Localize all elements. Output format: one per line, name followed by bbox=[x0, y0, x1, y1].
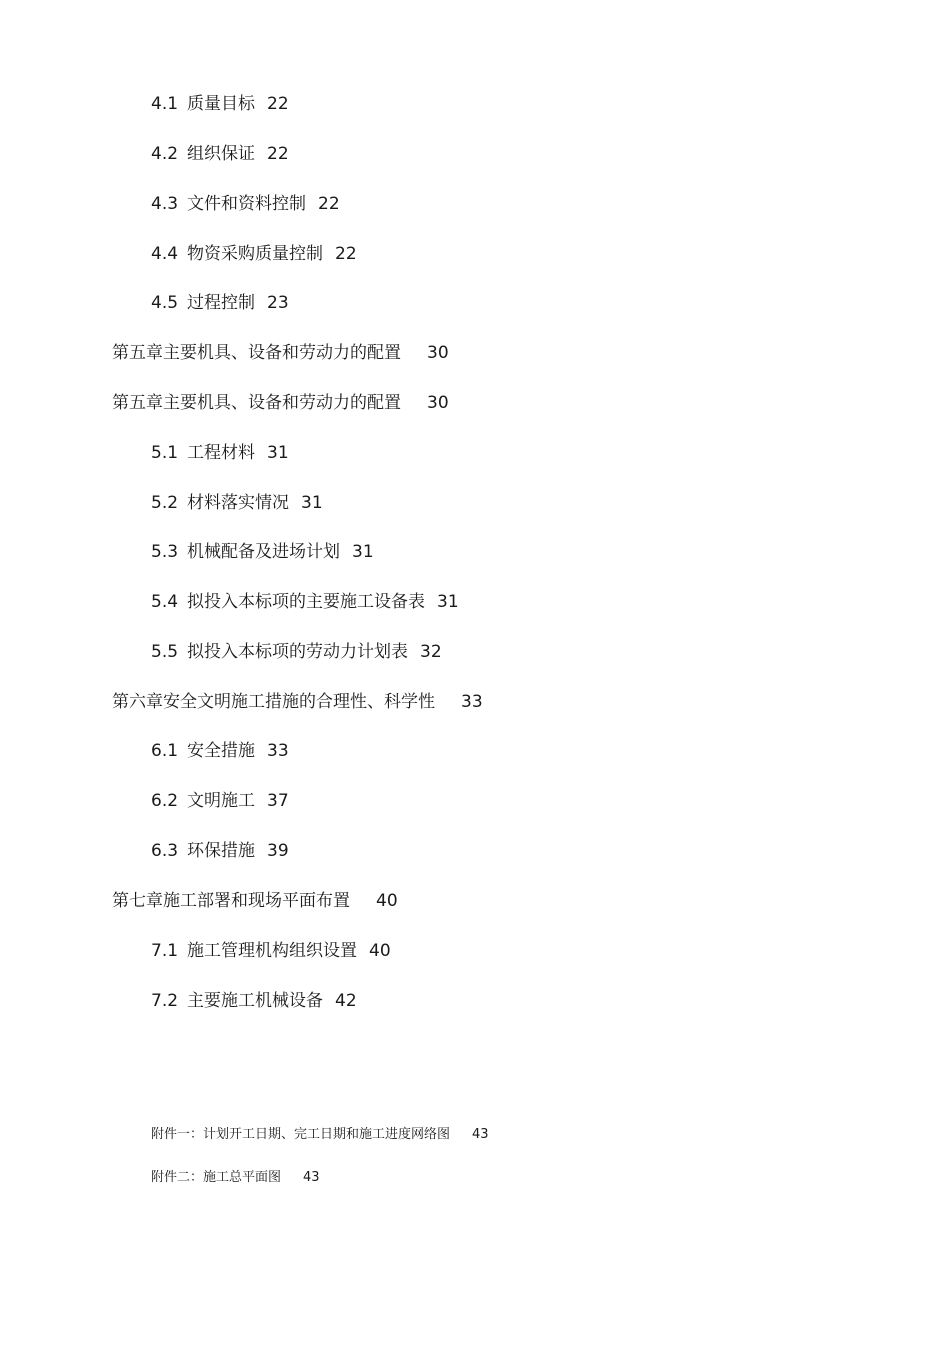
toc-entry-4-2[interactable] bbox=[151, 144, 289, 164]
toc-chapter-title: 第五章主要机具、设备和劳动力的配置 bbox=[112, 393, 401, 413]
toc-entry-title: 材料落实情况 bbox=[187, 493, 290, 513]
toc-entry-number: 7.2 bbox=[151, 991, 179, 1011]
toc-entry-page: 40 bbox=[369, 941, 391, 961]
toc-entry-page: 31 bbox=[301, 493, 323, 513]
toc-chapter-5-duplicate[interactable] bbox=[112, 393, 449, 413]
toc-entry-title: 拟投入本标项的劳动力计划表 bbox=[187, 642, 409, 662]
toc-entry-page: 22 bbox=[267, 144, 289, 164]
toc-entry-page: 30 bbox=[427, 343, 449, 363]
toc-entry-7-1[interactable] bbox=[151, 941, 391, 961]
toc-entry-title: 文明施工 bbox=[187, 791, 256, 811]
attachment-1[interactable] bbox=[151, 1127, 489, 1143]
toc-entry-6-1[interactable] bbox=[151, 741, 289, 761]
toc-entry-page: 31 bbox=[267, 443, 289, 463]
toc-entry-5-5[interactable] bbox=[151, 642, 442, 662]
toc-entry-page: 31 bbox=[352, 542, 374, 562]
toc-entry-title: 质量目标 bbox=[187, 94, 256, 114]
toc-entry-page: 31 bbox=[437, 592, 459, 612]
toc-entry-page: 42 bbox=[335, 991, 357, 1011]
toc-entry-number: 4.3 bbox=[151, 194, 179, 214]
toc-entry-page: 22 bbox=[335, 244, 357, 264]
toc-entry-title: 工程材料 bbox=[187, 443, 256, 463]
toc-entry-4-5[interactable] bbox=[151, 293, 289, 313]
toc-entry-page: 37 bbox=[267, 791, 289, 811]
toc-entry-number: 6.3 bbox=[151, 841, 179, 861]
toc-entry-4-1[interactable] bbox=[151, 94, 289, 114]
toc-entry-number: 4.4 bbox=[151, 244, 179, 264]
toc-entry-6-3[interactable] bbox=[151, 841, 289, 861]
toc-entry-title: 文件和资料控制 bbox=[187, 194, 307, 214]
toc-chapter-5[interactable] bbox=[112, 343, 449, 363]
toc-entry-7-2[interactable] bbox=[151, 991, 357, 1011]
toc-entry-title: 组织保证 bbox=[187, 144, 256, 164]
toc-chapter-7[interactable] bbox=[112, 891, 398, 911]
toc-entry-title: 机械配备及进场计划 bbox=[187, 542, 341, 562]
toc-chapter-title: 第五章主要机具、设备和劳动力的配置 bbox=[112, 343, 401, 363]
toc-entry-title: 安全措施 bbox=[187, 741, 256, 761]
attachment-page: 43 bbox=[472, 1127, 489, 1142]
toc-entry-page: 33 bbox=[461, 692, 483, 712]
toc-entry-page: 22 bbox=[318, 194, 340, 214]
toc-entry-number: 5.4 bbox=[151, 592, 179, 612]
toc-entry-page: 33 bbox=[267, 741, 289, 761]
toc-entry-4-3[interactable] bbox=[151, 194, 340, 214]
toc-entry-5-1[interactable] bbox=[151, 443, 289, 463]
toc-entry-number: 6.2 bbox=[151, 791, 179, 811]
attachment-2[interactable] bbox=[151, 1170, 320, 1186]
toc-entry-5-3[interactable] bbox=[151, 542, 374, 562]
toc-entry-page: 22 bbox=[267, 94, 289, 114]
toc-entry-5-2[interactable] bbox=[151, 493, 323, 513]
attachment-title: 附件二：施工总平面图 bbox=[151, 1170, 282, 1185]
toc-entry-number: 4.2 bbox=[151, 144, 179, 164]
toc-entry-4-4[interactable] bbox=[151, 244, 357, 264]
toc-chapter-title: 第七章施工部署和现场平面布置 bbox=[112, 891, 350, 911]
toc-entry-page: 30 bbox=[427, 393, 449, 413]
toc-entry-number: 5.3 bbox=[151, 542, 179, 562]
toc-entry-title: 过程控制 bbox=[187, 293, 256, 313]
toc-entry-number: 5.2 bbox=[151, 493, 179, 513]
toc-entry-page: 23 bbox=[267, 293, 289, 313]
toc-entry-page: 40 bbox=[376, 891, 398, 911]
toc-entry-title: 施工管理机构组织设置 bbox=[187, 941, 358, 961]
toc-entry-page: 39 bbox=[267, 841, 289, 861]
toc-entry-number: 4.5 bbox=[151, 293, 179, 313]
toc-entry-page: 32 bbox=[420, 642, 442, 662]
toc-chapter-title: 第六章安全文明施工措施的合理性、科学性 bbox=[112, 692, 435, 712]
attachment-title: 附件一：计划开工日期、完工日期和施工进度网络图 bbox=[151, 1127, 451, 1142]
attachment-page: 43 bbox=[303, 1170, 320, 1185]
toc-entry-number: 6.1 bbox=[151, 741, 179, 761]
toc-entry-number: 4.1 bbox=[151, 94, 179, 114]
toc-entry-number: 7.1 bbox=[151, 941, 179, 961]
toc-entry-number: 5.5 bbox=[151, 642, 179, 662]
toc-entry-title: 环保措施 bbox=[187, 841, 256, 861]
toc-entry-title: 拟投入本标项的主要施工设备表 bbox=[187, 592, 426, 612]
toc-entry-number: 5.1 bbox=[151, 443, 179, 463]
toc-entry-6-2[interactable] bbox=[151, 791, 289, 811]
toc-chapter-6[interactable] bbox=[112, 692, 483, 712]
toc-entry-5-4[interactable] bbox=[151, 592, 459, 612]
toc-entry-title: 主要施工机械设备 bbox=[187, 991, 324, 1011]
toc-entry-title: 物资采购质量控制 bbox=[187, 244, 324, 264]
